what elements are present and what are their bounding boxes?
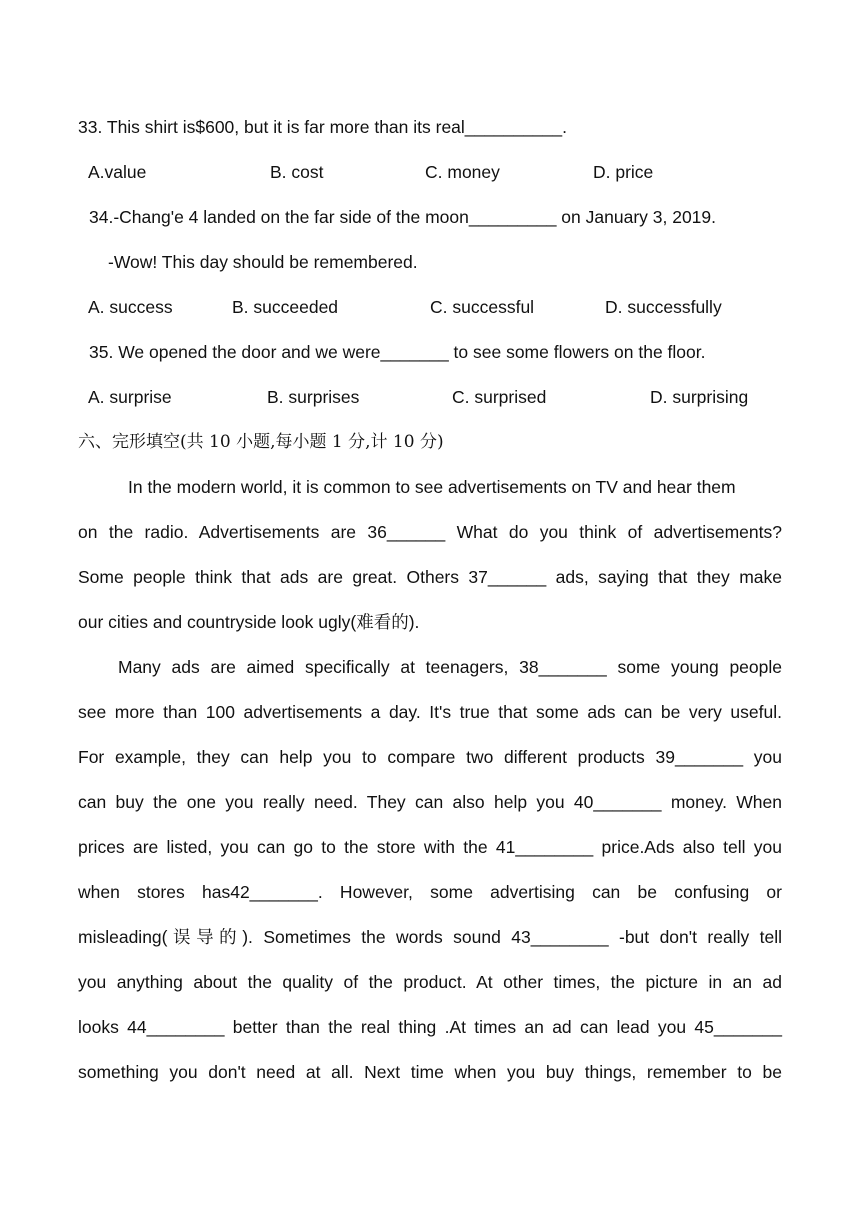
passage-line: something you don't need at all. Next time when you buy things, remember to be bbox=[78, 1062, 782, 1082]
question-35-options bbox=[88, 386, 788, 408]
passage-line: can buy the one you really need. They can also help you 40_______ money. When bbox=[78, 792, 782, 812]
option-d[interactable]: D. successfully bbox=[605, 297, 722, 317]
passage-line: when stores has42_______. However, some advertising can be confusing or bbox=[78, 882, 782, 902]
passage-line: looks 44________ better than the real thing .At times an ad can lead you 45_______ bbox=[78, 1017, 782, 1037]
option-c[interactable]: C. successful bbox=[430, 297, 535, 317]
question-33-options bbox=[88, 161, 788, 183]
option-b[interactable]: B. cost bbox=[270, 162, 324, 182]
question-33-stem: 33. This shirt is$600, but it is far more than its real__________. bbox=[78, 117, 567, 137]
question-35-stem: 35. We opened the door and we were_______ to see some flowers on the floor. bbox=[89, 342, 706, 362]
option-b[interactable]: B. surprises bbox=[267, 387, 360, 407]
option-d[interactable]: D. price bbox=[593, 162, 654, 182]
option-d[interactable]: D. surprising bbox=[650, 387, 749, 407]
option-c[interactable]: C. surprised bbox=[452, 387, 547, 407]
passage-line: For example, they can help you to compare two different products 39_______ you bbox=[78, 747, 782, 767]
question-34-stem: 34.-Chang'e 4 landed on the far side of the moon_________ on January 3, 2019. bbox=[89, 207, 717, 227]
question-34-options bbox=[88, 296, 788, 318]
passage-line: misleading(误导的). Sometimes the words sound 43________ -but don't really tell bbox=[78, 927, 782, 947]
passage-line: prices are listed, you can go to the store with the 41________ price.Ads also tell you bbox=[78, 837, 782, 857]
passage-line: our cities and countryside look ugly(难看的). bbox=[78, 612, 420, 632]
option-b[interactable]: B. succeeded bbox=[232, 297, 339, 317]
passage-line: Some people think that ads are great. Others 37______ ads, saying that they make bbox=[78, 567, 782, 587]
option-c[interactable]: C. money bbox=[425, 162, 500, 182]
option-a[interactable]: A. success bbox=[88, 297, 173, 317]
passage-line: In the modern world, it is common to see advertisements on TV and hear them bbox=[128, 477, 736, 497]
section-title: 六、完形填空(共 10 小题,每小题 1 分,计 10 分) bbox=[78, 432, 444, 452]
passage-line: see more than 100 advertisements a day. It's true that some ads can be very useful. bbox=[78, 702, 782, 722]
passage-line: Many ads are aimed specifically at teenagers, 38_______ some young people bbox=[118, 657, 782, 677]
option-a[interactable]: A.value bbox=[88, 162, 147, 182]
passage-line: you anything about the quality of the product. At other times, the picture in an ad bbox=[78, 972, 782, 992]
passage-line: on the radio. Advertisements are 36______ What do you think of advertisements? bbox=[78, 522, 782, 542]
question-34-reply: -Wow! This day should be remembered. bbox=[108, 252, 418, 272]
option-a[interactable]: A. surprise bbox=[88, 387, 172, 407]
